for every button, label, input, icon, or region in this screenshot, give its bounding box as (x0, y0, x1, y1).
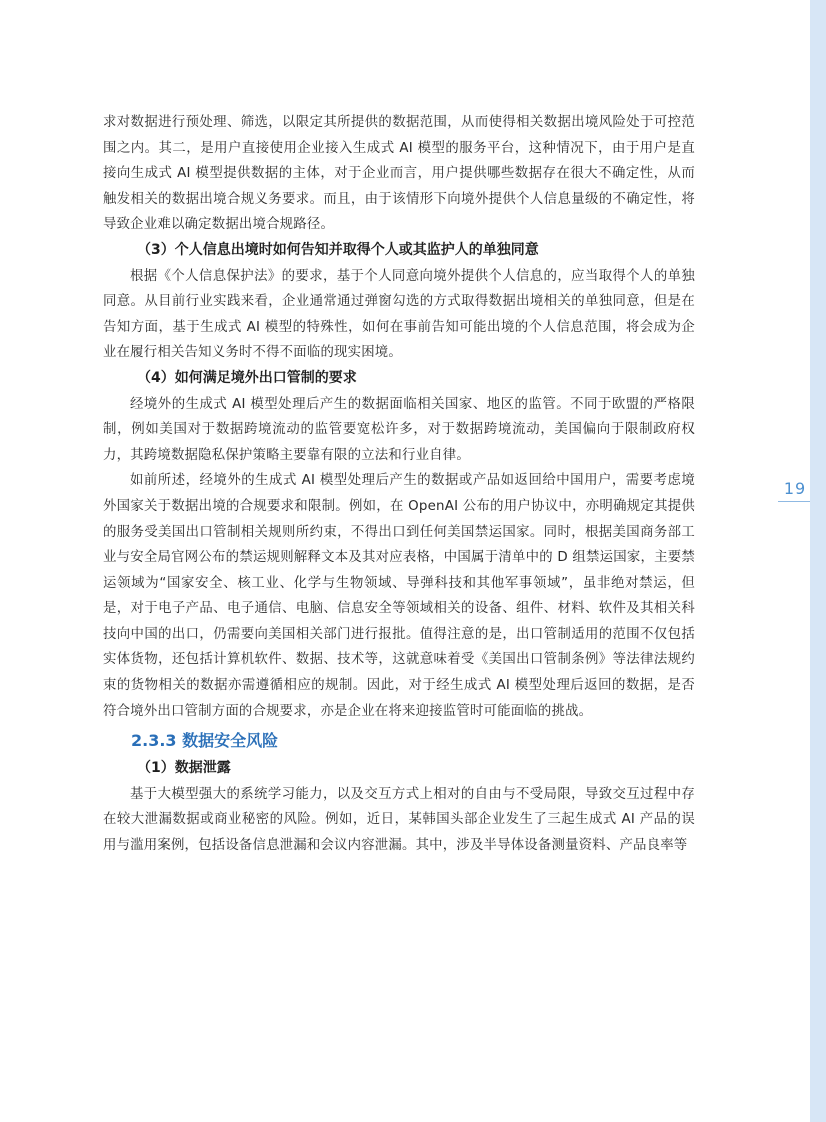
paragraph: 根据《个人信息保护法》的要求，基于个人同意向境外提供个人信息的，应当取得个人的单独同意。从目前行业实践来看，企业通常通过弹窗勾选的方式取得数据出境相关的单独同意，但是在告知方面，基于生成式 AI 模型的特殊性，如何在事前告知可能出境的个人信息范围，将会成为企业在履行相关告知义务时不得不面临的现实困境。 (103, 268, 695, 361)
section-heading: 2.3.3 数据安全风险 (131, 731, 279, 751)
subheading: （3）个人信息出境时如何告知并取得个人或其监护人的单独同意 (137, 241, 539, 258)
paragraph: 经境外的生成式 AI 模型处理后产生的数据面临相关国家、地区的监管。不同于欧盟的严格限制，例如美国对于数据跨境流动的监管要宽松许多，对于数据跨境流动，美国偏向于限制政府权力，其跨境数据隐私保护策略主要靠有限的立法和行业自律。 (103, 396, 695, 463)
subheading: （4）如何满足境外出口管制的要求 (137, 369, 357, 386)
side-color-strip (810, 0, 826, 1122)
page-number: 19 (783, 479, 807, 498)
page-number-underline (778, 501, 810, 502)
paragraph: 求对数据进行预处理、筛选，以限定其所提供的数据范围，从而使得相关数据出境风险处于可控范围之内。其二，是用户直接使用企业接入生成式 AI 模型的服务平台，这种情况下，由于用户是直接向生成式 AI 模型提供数据的主体，对于企业而言，用户提供哪些数据存在很大不确定性，从而触发相关的数据出境合规义务要求。而且，由于该情形下向境外提供个人信息量级的不确定性，将导致企业难以确定数据出境合规路径。 (103, 115, 695, 233)
paragraph: 基于大模型强大的系统学习能力，以及交互方式上相对的自由与不受局限，导致交互过程中存在较大泄漏数据或商业秘密的风险。例如，近日，某韩国头部企业发生了三起生成式 AI 产品的误用与滥用案例，包括设备信息泄漏和会议内容泄漏。其中，涉及半导体设备测量资料、产品良率等 (103, 786, 695, 854)
paragraph: 如前所述，经境外的生成式 AI 模型处理后产生的数据或产品如返回给中国用户，需要考虑境外国家关于数据出境的合规要求和限制。例如，在 OpenAI 公布的用户协议中，亦明确规定其提供的服务受美国出口管制相关规则所约束，不得出口到任何美国禁运国家。同时，根据美国商务部工业与安全局官网公布的禁运规则解释文本及其对应表格，中国属于清单中的 D 组禁运国家，主要禁运领域为“国家安全、核工业、化学与生物领域、导弹科技和其他军事领域”，虽非绝对禁运，但是，对于电子产品、电子通信、电脑、信息安全等领域相关的设备、组件、材料、软件及其相关科技向中国的出口，仍需要向美国相关部门进行报批。值得注意的是，出口管制适用的范围不仅包括实体货物，还包括计算机软件、数据、技术等，这就意味着受《美国出口管制条例》等法律法规约束的货物相关的数据亦需遵循相应的规制。因此，对于经生成式 AI 模型处理后返回的数据，是否符合境外出口管制方面的合规要求，亦是企业在将来迎接监管时可能面临的挑战。 (103, 473, 695, 719)
subheading: （1）数据泄露 (137, 760, 231, 777)
document-body (103, 110, 695, 859)
